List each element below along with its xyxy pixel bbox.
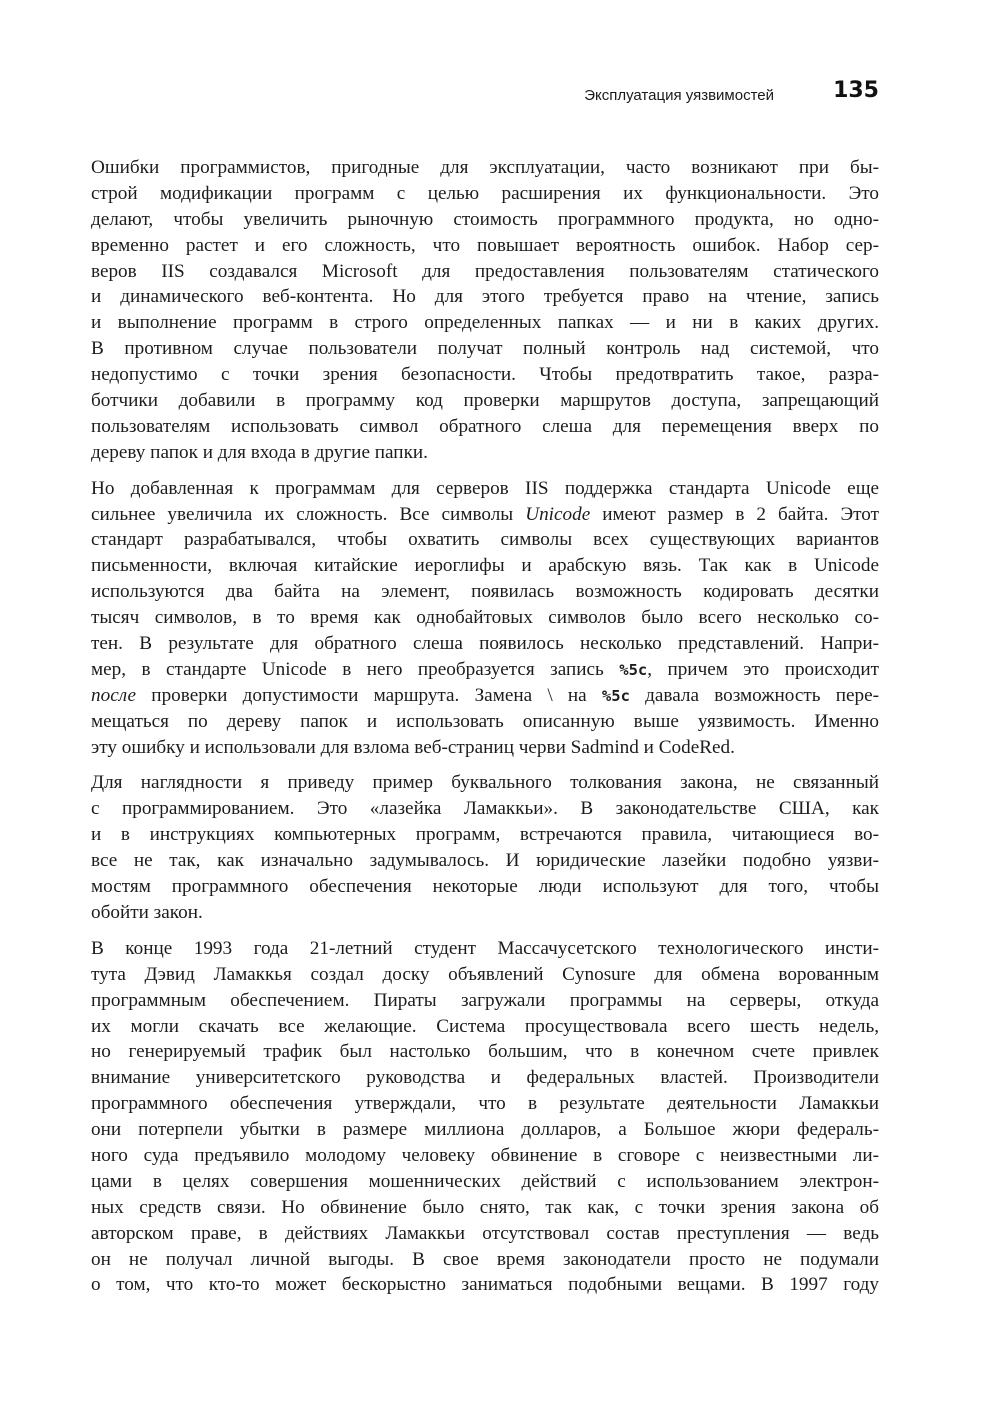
text-line: и выполнение программ в строго определенных папках — и ни в каких других. [91,312,879,334]
body-text [91,155,879,1308]
emphasis-after: после [91,684,137,706]
text-line: В противном случае пользователи получат полный контроль над системой, что [91,338,879,360]
text-line: веров IIS создавался Microsoft для предоставления пользователям статического [91,260,879,282]
text-fragment: сильнее увеличила их сложность. Все символы [91,503,514,525]
text-line: тен. В результате для обратного слеша появилось несколько представлений. Напри- [91,633,879,655]
text-line: В конце 1993 года 21-летний студент Массачусетского технологического инсти- [91,937,879,959]
text-line: временно растет и его сложность, что повышает вероятность ошибок. Набор сер- [91,234,879,256]
text-line: ных средств связи. Но обвинение было снято, так как, с точки зрения закона об [91,1196,879,1218]
text-line: цами в целях совершения мошеннических действий с использованием электрон- [91,1170,879,1192]
code-5c: %5c [601,686,630,705]
text-fragment: мер, в стандарте Unicode в него преобразуется запись [91,658,604,680]
text-line: о том, что кто-то может бескорыстно заниматься подобными вещами. В 1997 году [91,1274,879,1296]
text-line: все не так, как изначально задумывалось. И юридические лазейки подобно уязви- [91,850,879,872]
text-line: тысяч символов, в то время как однобайтовых символов было всего несколько со- [91,607,879,629]
text-line: мостям программного обеспечения некоторые люди используют для того, чтобы [91,876,879,898]
text-fragment: проверки допустимости маршрута. Замена \ на [151,684,587,706]
text-line: обойти закон. [91,901,203,923]
text-line: мещаться по дереву папок и использовать описанную выше уязвимость. Именно [91,710,879,732]
paragraph-1 [91,155,879,466]
text-line: недопустимо с точки зрения безопасности. Чтобы предотвратить такое, разра- [91,364,879,386]
text-line: строй модификации программ с целью расширения их функциональности. Это [91,182,879,204]
code-5c: %5c [619,660,648,679]
text-line [91,657,879,683]
text-line: тута Дэвид Ламаккья создал доску объявлений Cynosure для обмена ворованным [91,963,879,985]
text-line: программным обеспечением. Пираты загружали программы на серверы, откуда [91,989,879,1011]
text-fragment: , причем это происходит [647,658,879,680]
text-line: Для наглядности я приведу пример буквального толкования закона, не связанный [91,772,879,794]
text-line: используются два байта на элемент, появилась возможность кодировать десятки [91,581,879,603]
text-line: их могли скачать все желающие. Система просуществовала всего шесть недель, [91,1015,879,1037]
text-line: он не получал личной выгоды. В свое время законодатели просто не подумали [91,1248,879,1270]
text-line: Но добавленная к программам для серверов IIS поддержка стандарта Unicode еще [91,477,879,499]
text-fragment: давала возможность пере- [645,684,880,706]
text-line: ботчики добавили в программу код проверки маршрутов доступа, запрещающий [91,390,879,412]
running-header [91,78,879,110]
section-title: Эксплуатация уязвимостей [584,87,774,104]
text-line: дереву папок и для входа в другие папки. [91,441,428,463]
text-line: стандарт разрабатывался, чтобы охватить символы всех существующих вариантов [91,529,879,551]
text-fragment: имеют размер в 2 байта. Этот [602,503,880,525]
text-line: с программированием. Это «лазейка Ламаккьи». В законодательстве США, как [91,798,879,820]
text-line: эту ошибку и использовали для взлома веб-страниц черви Sadmind и CodeRed. [91,736,735,758]
text-line: но генерируемый трафик был настолько большим, что в конечном счете привлек [91,1041,879,1063]
text-line: внимание университетского руководства и федеральных властей. Производители [91,1067,879,1089]
text-line: Ошибки программистов, пригодные для эксплуатации, часто возникают при бы- [91,157,879,178]
text-line: они потерпели убытки в размере миллиона долларов, а Большое жюри федераль- [91,1119,879,1141]
page-number: 135 [833,78,879,103]
text-line [91,683,879,709]
text-line: программного обеспечения утверждали, что в результате деятельности Ламаккьи [91,1093,879,1115]
text-line: делают, чтобы увеличить рыночную стоимость программного продукта, но одно- [91,208,879,230]
paragraph-3 [91,770,879,925]
text-line: и динамического веб-контента. Но для этого требуется право на чтение, запись [91,286,879,308]
text-line [91,502,879,528]
text-line: ного суда предъявило молодому человеку обвинение в сговоре с неизвестными ли- [91,1144,879,1166]
text-line: пользователям использовать символ обратного слеша для перемещения вверх по [91,415,879,437]
text-line: авторском праве, в действиях Ламаккьи отсутствовал состав преступления — ведь [91,1222,879,1244]
paragraph-2 [91,476,879,761]
text-line: и в инструкциях компьютерных программ, встречаются правила, читающиеся во- [91,824,879,846]
emphasis-unicode: Unicode [525,503,591,525]
text-line: письменности, включая китайские иероглифы и арабскую вязь. Так как в Unicode [91,555,879,577]
paragraph-4 [91,936,879,1298]
